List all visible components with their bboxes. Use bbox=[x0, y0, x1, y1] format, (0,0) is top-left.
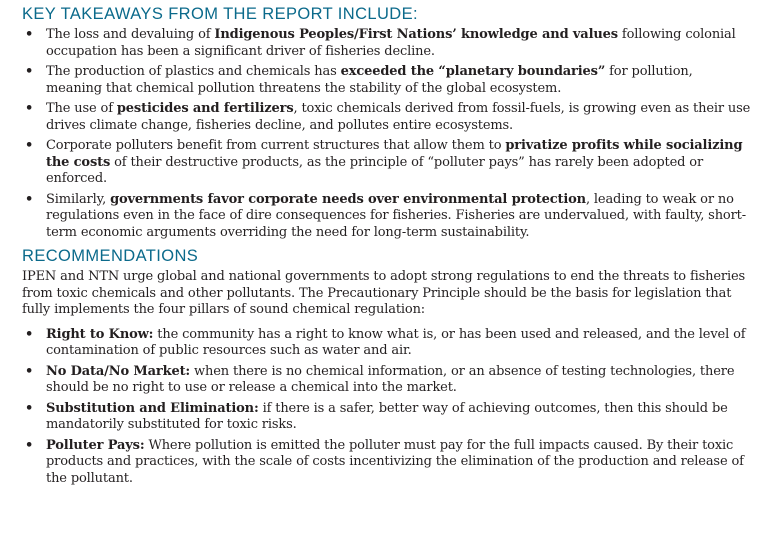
bullet-icon: • bbox=[25, 27, 34, 42]
recommendation-item: • No Data/No Market: when there is no chemical information, or an absence of testing technologies, there should be no right to use or release a chemical into the market. bbox=[25, 363, 735, 395]
takeaway-item: • Similarly, governments favor corporate needs over environmental protection, leading to weak or no regulations even in the face of dire consequences for fisheries. Fisheries are undervalued, with faulty, short-term economic arguments overriding the need for long-term sustainability. bbox=[25, 191, 746, 240]
bullet-icon: • bbox=[25, 64, 34, 79]
bullet-icon: • bbox=[25, 138, 34, 153]
takeaway-item: • The production of plastics and chemicals has exceeded the “planetary boundaries” for pollution, meaning that chemical pollution threatens the stability of the global ecosystem. bbox=[25, 64, 693, 96]
bullet-icon: • bbox=[25, 363, 34, 379]
recommendations-intro: IPEN and NTN urge global and national governments to adopt strong regulations to end the threats to fisheries from toxic chemicals and other pollutants. The Precautionary Principle should be the basis for legislation that fully implements the four pillars of sound chemical regulation: bbox=[22, 269, 746, 317]
takeaway-item: • The loss and devaluing of Indigenous Peoples/First Nations’ knowledge and values following colonial occupation has been a significant driver of fisheries decline. bbox=[25, 27, 736, 59]
bullet-icon: • bbox=[25, 191, 34, 207]
bullet-icon: • bbox=[25, 437, 34, 453]
takeaway-item: • Corporate polluters benefit from current structures that allow them to privatize profits while socializing the costs of their destructive products, as the principle of “polluter pays” has rarely been adopted or enforced. bbox=[25, 138, 743, 186]
recommendations-list bbox=[22, 327, 751, 488]
takeaways-list bbox=[22, 27, 751, 241]
bullet-icon: • bbox=[25, 400, 34, 416]
recommendation-item: • Substitution and Elimination: if there is a safer, better way of achieving outcomes, then this should be mandatorily substituted for toxic risks. bbox=[25, 400, 728, 432]
takeaways-heading: KEY TAKEAWAYS FROM THE REPORT INCLUDE: bbox=[22, 5, 419, 23]
bullet-icon: • bbox=[25, 326, 34, 342]
recommendation-item: • Right to Know: the community has a right to know what is, or has been used and released, and the level of contamination of public resources such as water and air. bbox=[25, 326, 746, 358]
recommendation-item: • Polluter Pays: Where pollution is emitted the polluter must pay for the full impacts caused. By their toxic products and practices, with the scale of costs incentivizing the elimination of the production and release of the pollutant. bbox=[25, 437, 744, 486]
bullet-icon: • bbox=[25, 101, 34, 116]
takeaway-item: • The use of pesticides and fertilizers, toxic chemicals derived from fossil-fuels, is growing even as their use drives climate change, fisheries decline, and pollutes entire ecosystems. bbox=[25, 101, 751, 133]
recommendations-heading: RECOMMENDATIONS bbox=[22, 247, 199, 265]
